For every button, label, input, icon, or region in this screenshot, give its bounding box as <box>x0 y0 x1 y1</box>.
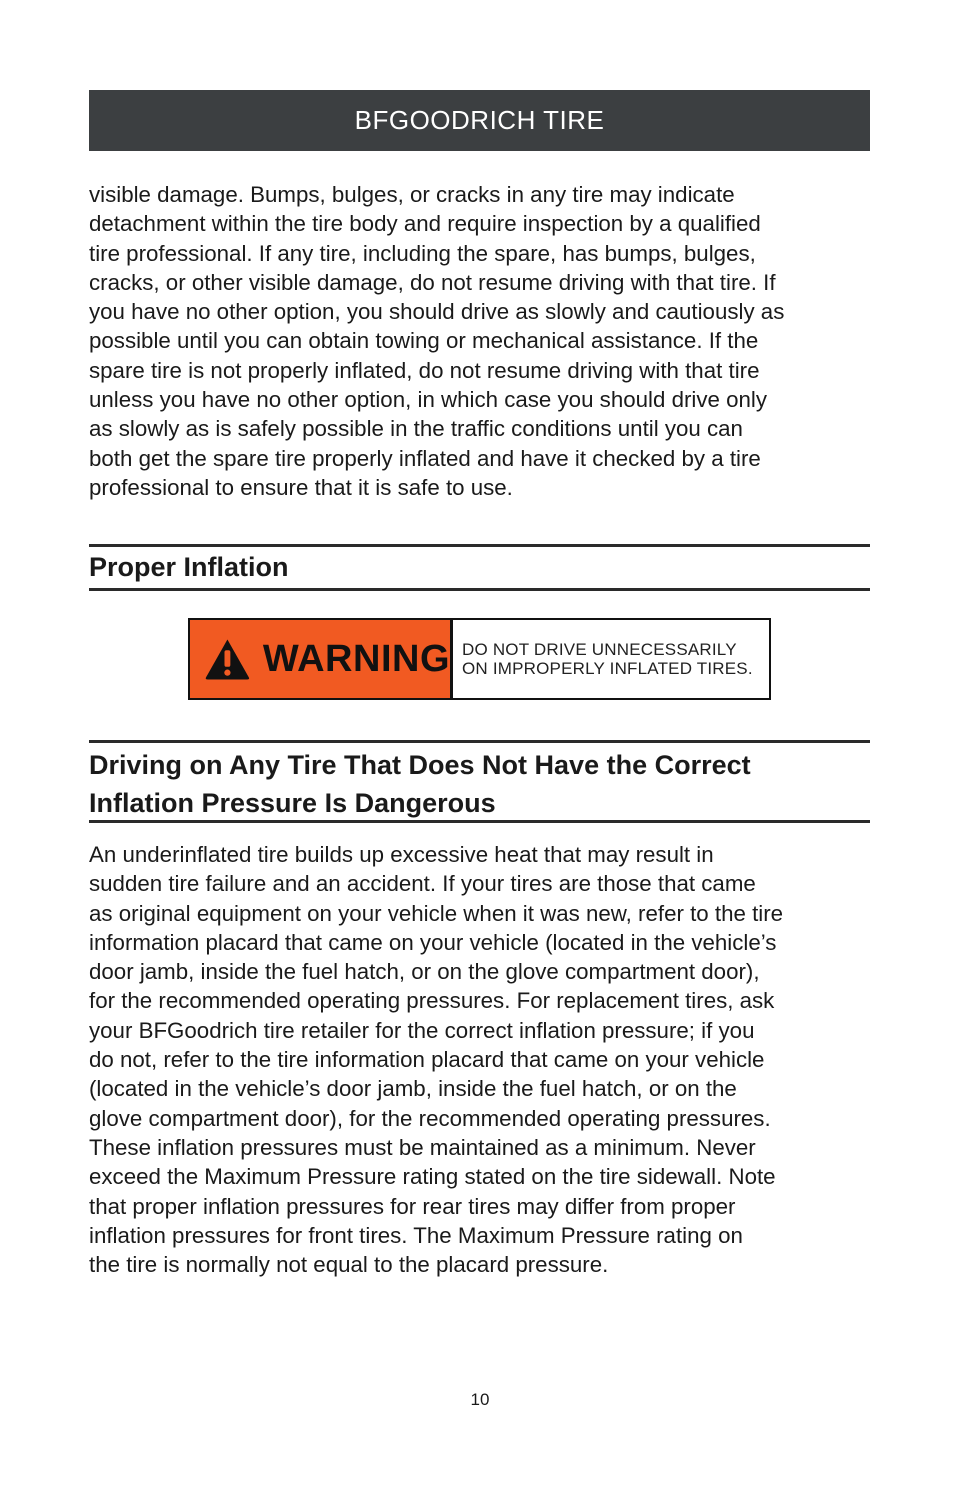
warning-label <box>188 618 771 700</box>
page-number: 10 <box>470 1390 490 1409</box>
page-header <box>89 90 870 151</box>
intro-paragraph: visible damage. Bumps, bulges, or cracks in any tire may indicate detachment within the tire body and require inspection by a qualified tire professional. If any tire, including the spare, has bumps, bulges, cracks, or other visible damage, do not resume driving with that tire. If you have no other option, you should drive as slowly and cautiously as possible until you can obtain towing or mechanical assistance. If the spare tire is not properly inflated, do not resume driving with that tire unless you have no other option, in which case you should drive only as slowly as is safely possible in the traffic conditions until you can both get the spare tire properly inflated and have it checked by a tire professional to ensure that it is safe to use. <box>89 182 785 500</box>
header-title: BFGOODRICH TIRE <box>354 105 605 135</box>
warning-message-panel <box>453 620 769 698</box>
dangerous-body-paragraph: An underinflated tire builds up excessive heat that may result in sudden tire failure and an accident. If your tires are those that came as original equipment on your vehicle when it was new, refer to the tire information placard that came on your vehicle (located in the vehicle’s door jamb, inside the fuel hatch, or on the glove compartment door), for the recommended operating pressures. For replacement tires, ask your BFGoodrich tire retailer for the correct inflation pressure; if you do not, refer to the tire information placard that came on your vehicle (located in the vehicle’s door jamb, inside the fuel hatch, or on the glove compartment door), for the recommended operating pressures. These inflation pressures must be maintained as a minimum. Never exceed the Maximum Pressure rating stated on the tire sidewall. Note that proper inflation pressures for rear tires may differ from proper inflation pressures for front tires. The Maximum Pressure rating on the tire is normally not equal to the placard pressure. <box>89 842 784 1278</box>
warning-signal-word: WARNING <box>262 637 450 680</box>
warning-signal-panel <box>190 620 453 698</box>
section-title-proper-inflation: Proper Inflation <box>89 552 289 582</box>
section-rule-bottom <box>89 588 870 591</box>
warning-message: DO NOT DRIVE UNNECESSARILY ON IMPROPERLY INFLATED TIRES. <box>462 640 753 678</box>
section-rule-bottom <box>89 820 870 823</box>
section-rule-top <box>89 544 870 547</box>
warning-triangle-icon <box>204 637 251 681</box>
section-rule-top <box>89 740 870 743</box>
section-title-dangerous: Driving on Any Tire That Does Not Have the Correct Inflation Pressure Is Dangerous <box>89 750 751 818</box>
